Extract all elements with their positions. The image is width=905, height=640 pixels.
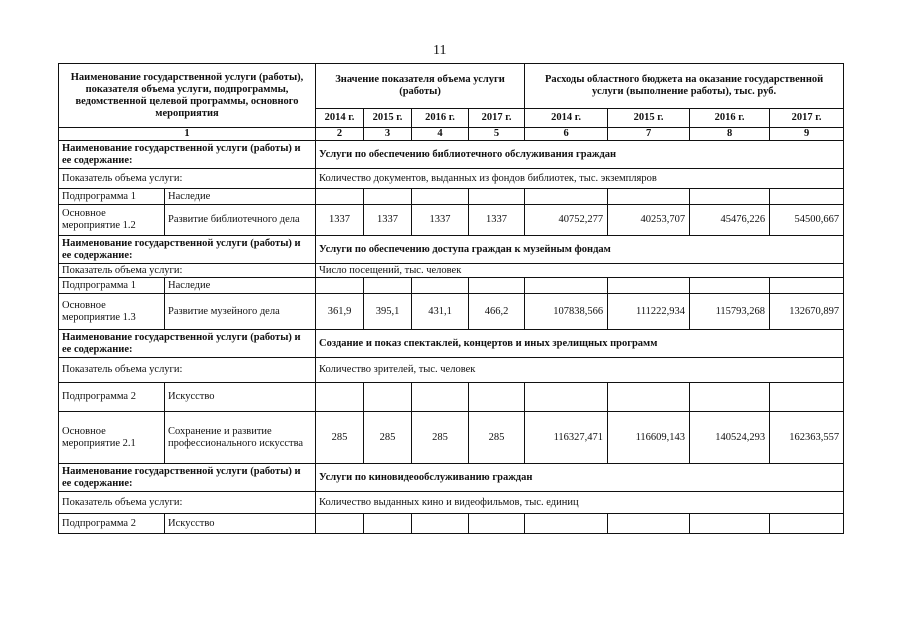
subprogram-name: Искусство [165,514,316,534]
activity-row [59,294,844,330]
expense-value: 132670,897 [770,294,844,330]
year-cell: 2015 г. [364,109,412,128]
indicator-value: Число посещений, тыс. человек [316,264,844,278]
expense-value: 116327,471 [525,412,608,464]
expense-value: 115793,268 [690,294,770,330]
activity-name: Сохранение и развитие профессионального искусства [165,412,316,464]
service-row [59,464,844,492]
expense-value: 107838,566 [525,294,608,330]
service-name: Создание и показ спектаклей, концертов и иных зрелищных программ [316,330,844,358]
subprogram-row [59,514,844,534]
indicator-row [59,264,844,278]
service-name: Услуги по обеспечению библиотечного обслуживания граждан [316,141,844,169]
column-number: 2 [316,128,364,141]
volume-value: 285 [469,412,525,464]
expense-value: 54500,667 [770,205,844,236]
volume-value: 466,2 [469,294,525,330]
header-expenses-column: Расходы областного бюджета на оказание государственной услуги (выполнение работы), тыс. руб. [525,64,844,109]
volume-value: 395,1 [364,294,412,330]
activity-row [59,205,844,236]
indicator-value: Количество зрителей, тыс. человек [316,358,844,383]
header-name-column: Наименование государственной услуги (работы), показателя объема услуги, подпрограммы, ведомственной целевой программы, основного мероприятия [59,64,316,128]
year-cell: 2015 г. [608,109,690,128]
activity-label: Основное мероприятие 1.2 [59,205,165,236]
service-name: Услуги по обеспечению доступа граждан к музейным фондам [316,236,844,264]
volume-value: 361,9 [316,294,364,330]
indicator-value: Количество выданных кино и видеофильмов, тыс. единиц [316,492,844,514]
subprogram-label: Подпрограмма 1 [59,189,165,205]
year-cell: 2016 г. [412,109,469,128]
volume-value: 285 [364,412,412,464]
volume-value: 1337 [469,205,525,236]
subprogram-name: Наследие [165,189,316,205]
year-cell: 2014 г. [316,109,364,128]
indicator-label: Показатель объема услуги: [59,492,316,514]
volume-value: 1337 [412,205,469,236]
header-volume-column: Значение показателя объема услуги (работы) [316,64,525,109]
column-number: 6 [525,128,608,141]
column-number: 9 [770,128,844,141]
column-number: 1 [59,128,316,141]
indicator-label: Показатель объема услуги: [59,264,316,278]
service-label: Наименование государственной услуги (работы) и ее содержание: [59,464,316,492]
service-row [59,236,844,264]
year-cell: 2014 г. [525,109,608,128]
activity-label: Основное мероприятие 1.3 [59,294,165,330]
budget-table [58,63,844,534]
subprogram-row [59,383,844,412]
subprogram-label: Подпрограмма 1 [59,278,165,294]
subprogram-row [59,189,844,205]
expense-value: 40752,277 [525,205,608,236]
indicator-row [59,492,844,514]
subprogram-label: Подпрограмма 2 [59,514,165,534]
indicator-label: Показатель объема услуги: [59,358,316,383]
service-label: Наименование государственной услуги (работы) и ее содержание: [59,330,316,358]
column-number: 8 [690,128,770,141]
indicator-row [59,358,844,383]
service-row [59,141,844,169]
year-cell: 2016 г. [690,109,770,128]
expense-value: 140524,293 [690,412,770,464]
service-label: Наименование государственной услуги (работы) и ее содержание: [59,236,316,264]
service-name: Услуги по киновидеообслуживанию граждан [316,464,844,492]
indicator-value: Количество документов, выданных из фондов библиотек, тыс. экземпляров [316,169,844,189]
service-row [59,330,844,358]
year-cell: 2017 г. [770,109,844,128]
expense-value: 40253,707 [608,205,690,236]
subprogram-row [59,278,844,294]
activity-row [59,412,844,464]
subprogram-name: Наследие [165,278,316,294]
volume-value: 285 [412,412,469,464]
column-number: 3 [364,128,412,141]
column-number: 4 [412,128,469,141]
service-label: Наименование государственной услуги (работы) и ее содержание: [59,141,316,169]
page-number: 11 [433,43,447,58]
indicator-row [59,169,844,189]
expense-value: 116609,143 [608,412,690,464]
expense-value: 162363,557 [770,412,844,464]
volume-value: 1337 [316,205,364,236]
activity-name: Развитие музейного дела [165,294,316,330]
subprogram-label: Подпрограмма 2 [59,383,165,412]
subprogram-name: Искусство [165,383,316,412]
activity-name: Развитие библиотечного дела [165,205,316,236]
year-cell: 2017 г. [469,109,525,128]
column-number-row [59,128,844,141]
activity-label: Основное мероприятие 2.1 [59,412,165,464]
column-number: 7 [608,128,690,141]
expense-value: 45476,226 [690,205,770,236]
volume-value: 1337 [364,205,412,236]
expense-value: 111222,934 [608,294,690,330]
volume-value: 285 [316,412,364,464]
header-row [59,64,844,109]
volume-value: 431,1 [412,294,469,330]
indicator-label: Показатель объема услуги: [59,169,316,189]
column-number: 5 [469,128,525,141]
